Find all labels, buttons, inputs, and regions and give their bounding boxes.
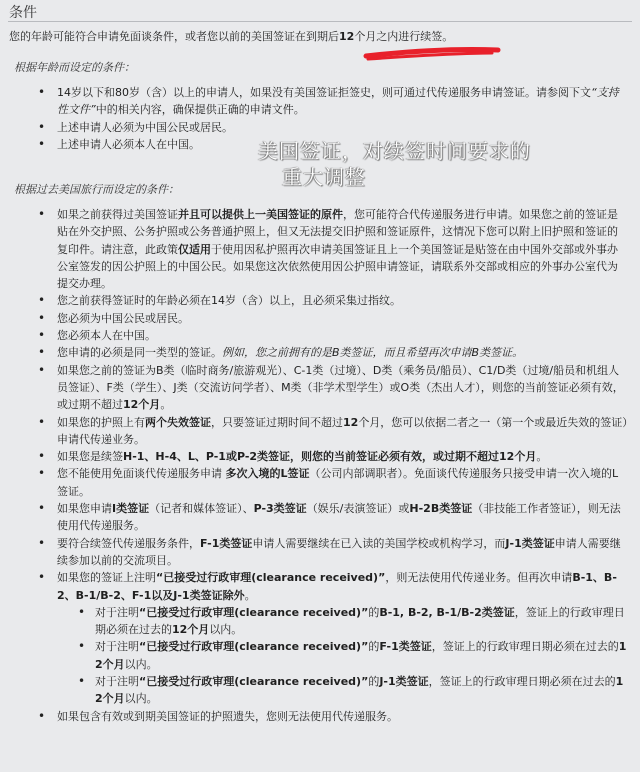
list-item: • 上述申请人必须本人在中国。 <box>0 136 640 153</box>
age-conditions-heading: 根据年龄而设定的条件： <box>14 61 135 74</box>
list-item: • 14岁以下和80岁（含）以上的申请人，如果没有美国签证拒签史，则可通过代传递服务申请签证。请参阅下文“支持性文件”中的相关内容，确保提供正确的申请文件。 <box>0 84 640 119</box>
list-item: • 上述申请人必须为中国公民或居民。 <box>0 119 640 136</box>
title-divider <box>8 21 632 22</box>
list-item: • 如果您的护照上有两个失效签证，只要签证过期时间不超过12个月，您可以依据二者之一（第一个或最近失效的签证）申请代传递业务。 <box>0 414 640 449</box>
sub-list-item: • 对于注明“已接受过行政审理(clearance received)”的F-1类签证，签证上的行政审理日期必须在过去的12个月以内。 <box>0 638 640 673</box>
list-item: • 如果包含有效或到期美国签证的护照遗失，您则无法使用代传递服务。 <box>0 708 640 725</box>
travel-conditions-list <box>0 206 640 725</box>
intro-paragraph: 您的年龄可能符合申请免面谈条件，或者您以前的美国签证在到期后12个月之内进行续签。 <box>9 30 454 43</box>
list-item: • 如果您是续签H-1、H-4、L、P-1或P-2类签证，则您的当前签证必须有效，或过期不超过12个月。 <box>0 448 640 465</box>
list-item: • 如果您的签证上注明“已接受过行政审理(clearance received)”，则无法使用代传递业务。但再次申请B-1、B-2、B-1/B-2、F-1以及J-1类签证除外。 <box>0 569 640 604</box>
sub-list-item: • 对于注明“已接受过行政审理(clearance received)”的J-1类签证，签证上的行政审理日期必须在过去的12个月以内。 <box>0 673 640 708</box>
list-item: • 您必须本人在中国。 <box>0 327 640 344</box>
list-item: • 您必须为中国公民或居民。 <box>0 310 640 327</box>
list-item: • 您不能使用免面谈代传递服务申请 多次入境的L签证（公司内部调职者）。免面谈代传递服务只接受申请一次入境的L签证。 <box>0 465 640 500</box>
travel-conditions-heading: 根据过去美国旅行而设定的条件： <box>14 183 179 196</box>
list-item: • 您之前获得签证时的年龄必须在14岁（含）以上，且必须采集过指纹。 <box>0 292 640 309</box>
section-title: 条件 <box>9 5 37 21</box>
list-item: • 您申请的必须是同一类型的签证。例如，您之前拥有的是B类签证，而且希望再次申请B类签证。 <box>0 344 640 361</box>
list-item: • 如果您之前的签证为B类（临时商务/旅游观光）、C-1类（过境）、D类（乘务员/船员）、C1/D类（过境/船员和机组人员签证）、F类（学生）、J类（交流访问学者）、M类（非学术型学生）或O类（杰出人才），则您的当前签证必须有效，或过期不超过12个月。 <box>0 362 640 414</box>
overlay-watermark: 美国签证，对续签时间要求的 重大调整 <box>258 139 531 189</box>
list-item: • 如果您申请I类签证（记者和媒体签证）、P-3类签证（娱乐/表演签证）或H-2B类签证（非技能工作者签证），则无法使用代传递服务。 <box>0 500 640 535</box>
sub-list-item: • 对于注明“已接受过行政审理(clearance received)”的B-1, B-2, B-1/B-2类签证，签证上的行政审理日期必须在过去的12个月以内。 <box>0 604 640 639</box>
red-underline-mark <box>362 44 502 64</box>
list-item: • 如果之前获得过美国签证并且可以提供上一美国签证的原件，您可能符合代传递服务进行申请。如果您之前的签证是贴在外交护照、公务护照或公务普通护照上，但又无法提交旧护照和签证原件，这情况下您可以附上旧护照和签证的复印件。请注意，此政策仅适用于使用因私护照再次申请美国签证且上一个美国签证是贴签在由中国外交部或外事办公室签发的因公护照上的中国公民。如果您这次依然使用因公护照申请签证，请联系外交部或相应的外事办公室代为提交办理。 <box>0 206 640 292</box>
list-item: • 要符合续签代传递服务条件，F-1类签证申请人需要继续在已入读的美国学校或机构学习，而J-1类签证申请人需要继续参加以前的交流项目。 <box>0 535 640 570</box>
